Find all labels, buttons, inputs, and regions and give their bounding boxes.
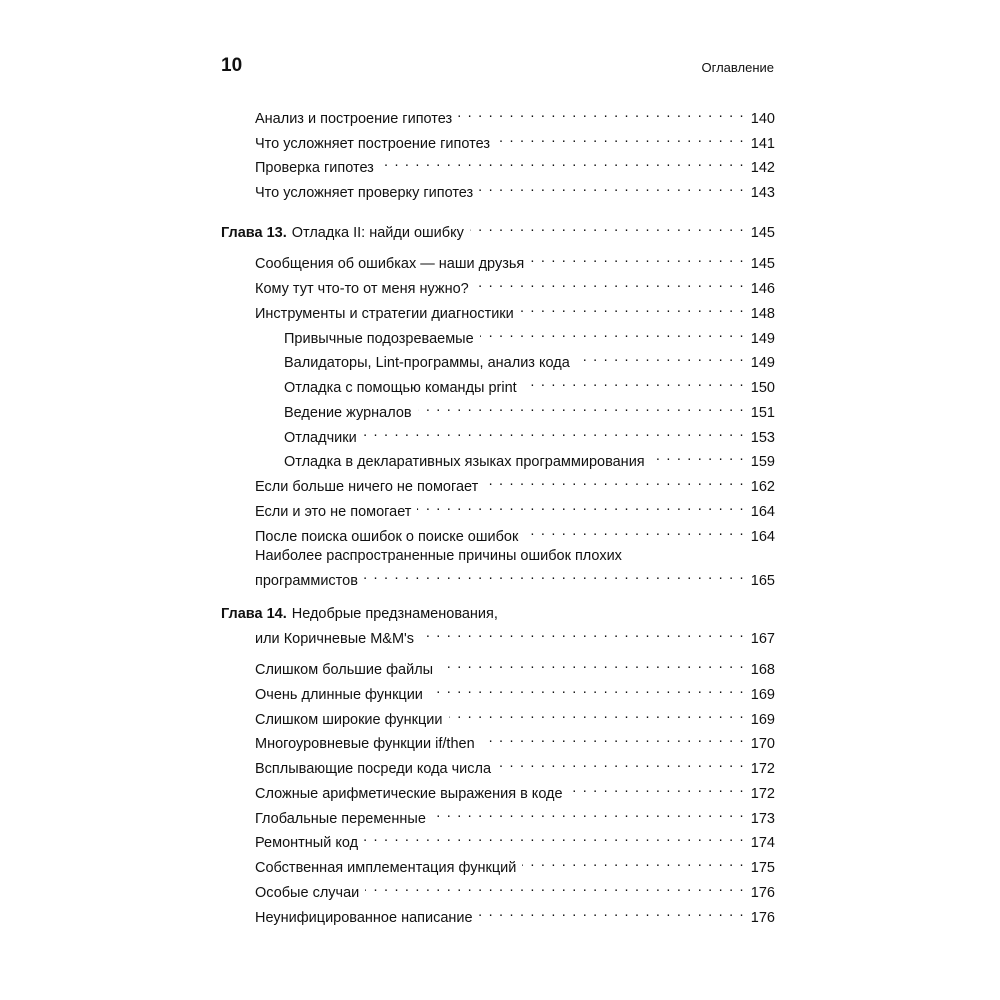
dot-leader: [524, 522, 744, 541]
toc-entry-page: 172: [750, 786, 775, 802]
dot-leader: [522, 853, 744, 872]
dot-leader: [458, 104, 745, 123]
toc-entry-page: 175: [750, 860, 775, 876]
toc-entry: [255, 779, 775, 804]
toc-entry-page: 168: [750, 662, 775, 678]
toc-entry: [255, 828, 775, 853]
dot-leader: [496, 129, 745, 148]
toc-entry-page: 148: [750, 306, 775, 322]
toc-subentry: [284, 324, 775, 349]
toc-entry: [255, 903, 775, 928]
toc-entry: [255, 497, 775, 522]
dot-leader: [481, 729, 745, 748]
toc-entry-title: Собственная имплементация функций: [255, 860, 517, 876]
toc-subentry: [284, 423, 775, 448]
toc-entry-title: Особые случаи: [255, 885, 360, 901]
toc-subentry-page: 150: [750, 380, 775, 396]
dot-leader: [449, 705, 745, 724]
toc-entry-page: 176: [750, 885, 775, 901]
toc-entry-page: 164: [750, 529, 775, 545]
toc-entry: [255, 853, 775, 878]
toc-entry-page: 169: [750, 687, 775, 703]
dot-leader: [484, 472, 745, 491]
toc-entry-title: Что усложняет построение гипотез: [255, 136, 490, 152]
dot-leader: [420, 624, 745, 643]
toc-entry-title: После поиска ошибок о поиске ошибок: [255, 529, 519, 545]
toc-entry-page: 140: [750, 111, 775, 127]
chapter-heading: [221, 218, 775, 243]
toc-entry-title: Неунифицированное написание: [255, 910, 473, 926]
dot-leader: [479, 178, 745, 197]
toc-subentry-page: 149: [750, 355, 775, 371]
toc-entry-title: Анализ и построение гипотез: [255, 111, 453, 127]
toc-entry-title: Если больше ничего не помогает: [255, 479, 479, 495]
toc-entry-title: Проверка гипотез: [255, 160, 374, 176]
toc-entry-page: 169: [750, 712, 775, 728]
toc-entry: [255, 705, 775, 730]
toc-entry: [255, 153, 775, 178]
dot-leader: [418, 398, 745, 417]
toc-subentry-title: Валидаторы, Lint-программы, анализ кода: [284, 355, 570, 371]
toc-entry-page: 141: [750, 136, 775, 152]
toc-subentry: [284, 348, 775, 373]
dot-leader: [523, 373, 745, 392]
chapter-page: 167: [750, 631, 775, 647]
toc-entry-page: 165: [750, 573, 775, 589]
dot-leader: [475, 274, 745, 293]
toc-entry-title: Многоуровневые функции if/then: [255, 736, 475, 752]
dot-leader: [429, 680, 745, 699]
toc-subentry-page: 149: [750, 331, 775, 347]
toc-entry: [255, 178, 775, 203]
toc-entry: [255, 680, 775, 705]
toc-entry-title: Если и это не помогает: [255, 504, 412, 520]
toc-entry: [255, 754, 775, 779]
toc-entry: [255, 804, 775, 829]
toc-subentry: [284, 447, 775, 472]
dot-leader: [364, 566, 745, 585]
chapter-title: Отладка II: найди ошибку: [291, 225, 464, 241]
dot-leader: [380, 153, 745, 172]
dot-leader: [480, 324, 745, 343]
dot-leader: [651, 447, 745, 466]
toc-entry: [255, 878, 775, 903]
dot-leader: [576, 348, 745, 367]
toc-entry-title: Очень длинные функции: [255, 687, 423, 703]
toc-entry-title-line1: Наиболее распространенные причины ошибок плохих: [255, 548, 622, 564]
toc-subentry-page: 159: [750, 454, 775, 470]
chapter-heading-line1: [221, 605, 498, 624]
toc-subentry-title: Отладка в декларативных языках программирования: [284, 454, 645, 470]
running-head: Оглавление: [701, 60, 774, 75]
dot-leader: [530, 249, 745, 268]
toc-entry-page: 145: [750, 256, 775, 272]
toc-entry-page: 176: [750, 910, 775, 926]
dot-leader: [520, 299, 745, 318]
toc-entry-title: Кому тут что-то от меня нужно?: [255, 281, 469, 297]
toc-entry-page: 174: [750, 835, 775, 851]
toc-subentry-page: 153: [750, 430, 775, 446]
toc-entry-title: Слишком большие файлы: [255, 662, 434, 678]
toc-entry-page: 164: [750, 504, 775, 520]
toc-entry: [255, 274, 775, 299]
toc-entry-title: Инструменты и стратегии диагностики: [255, 306, 514, 322]
toc-entry-title: Ремонтный код: [255, 835, 359, 851]
toc-subentry-title: Отладка с помощью команды print: [284, 380, 517, 396]
toc-entry-title: Сообщения об ошибках — наши друзья: [255, 256, 525, 272]
dot-leader: [364, 828, 745, 847]
toc-entry: [255, 299, 775, 324]
toc-entry-page: 172: [750, 761, 775, 777]
dot-leader: [569, 779, 745, 798]
toc-entry-page: 162: [750, 479, 775, 495]
toc-entry-title: Сложные арифметические выражения в коде: [255, 786, 563, 802]
toc-entry: [255, 522, 775, 547]
dot-leader: [439, 655, 745, 674]
toc-entry: [255, 249, 775, 274]
toc-entry: [255, 566, 775, 591]
toc-entry-title: Что усложняет проверку гипотез: [255, 185, 474, 201]
chapter-label: Глава 13.: [221, 225, 287, 241]
dot-leader: [497, 754, 745, 773]
chapter-title-line2: или Коричневые M&M's: [255, 631, 415, 647]
toc-entry: [255, 655, 775, 680]
toc-entry-page: 173: [750, 811, 775, 827]
toc-entry-page: 142: [750, 160, 775, 176]
dot-leader: [417, 497, 744, 516]
chapter-heading: [255, 624, 775, 649]
toc-subentry-title: Привычные подозреваемые: [284, 331, 474, 347]
toc-subentry-title: Ведение журналов: [284, 405, 412, 421]
page-number: 10: [221, 55, 243, 76]
dot-leader: [470, 218, 745, 237]
dot-leader: [432, 804, 745, 823]
dot-leader: [479, 903, 745, 922]
toc-subentry: [284, 373, 775, 398]
chapter-label: Глава 14.: [221, 606, 287, 622]
toc-entry-title: Глобальные переменные: [255, 811, 426, 827]
toc-entry-page: 170: [750, 736, 775, 752]
dot-leader: [363, 423, 745, 442]
toc-subentry-title: Отладчики: [284, 430, 357, 446]
toc-entry-title: Всплывающие посреди кода числа: [255, 761, 492, 777]
toc-entry-page: 143: [750, 185, 775, 201]
toc-entry-title: Слишком широкие функции: [255, 712, 443, 728]
chapter-page: 145: [750, 225, 775, 241]
toc-subentry: [284, 398, 775, 423]
toc-entry: [255, 472, 775, 497]
dot-leader: [365, 878, 745, 897]
toc-entry: [255, 729, 775, 754]
toc-entry-title-line2: программистов: [255, 573, 358, 589]
toc-entry: [255, 104, 775, 129]
toc-entry-page: 146: [750, 281, 775, 297]
chapter-title-line1: Недобрые предзнаменования,: [291, 606, 498, 622]
toc-subentry-page: 151: [750, 405, 775, 421]
toc-entry: [255, 129, 775, 154]
